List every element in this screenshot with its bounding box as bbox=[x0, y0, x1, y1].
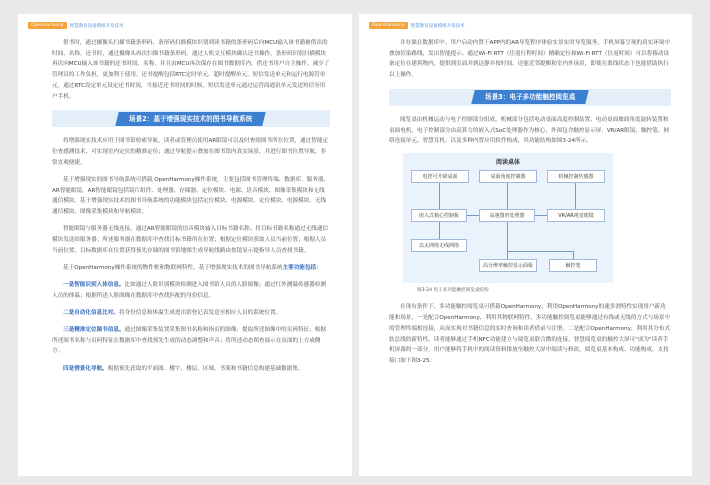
diagram-title: 阅读桌体 bbox=[495, 159, 520, 167]
box-angle-controller: 桌面角度控制器 bbox=[479, 170, 537, 183]
section-title: 场景2：基于增强现实技术的图书导航系统 bbox=[129, 114, 253, 123]
box-mech-sensor: 机械控制传感器 bbox=[547, 170, 605, 183]
openharmony-logo: OpenHarmony bbox=[369, 22, 408, 29]
list-item: 三是精准定位图书信息。通过图像采集装置采集图书名称和指页的图像；提取所述图像中的页码特征；根据所述图书名称与页码特征在数据库中查找预先生成的动态调整和声音；将所述动态图查展示在页面的上方或侧方。 bbox=[52, 327, 326, 355]
running-header bbox=[28, 22, 124, 29]
header-subtitle: 智慧教育设备模组开发技术 bbox=[69, 23, 124, 29]
running-header bbox=[369, 22, 465, 29]
structure-diagram bbox=[403, 153, 613, 283]
left-page bbox=[18, 14, 352, 476]
header-subtitle: 智慧教育设备模组开发技术 bbox=[410, 23, 465, 29]
right-page bbox=[358, 14, 692, 476]
list-item: 二是自动化信息比对。将身份信息和体温生成进出馆登记表发送至相应人员的系统位置。 bbox=[63, 309, 282, 316]
paragraph: 并存储在数据库中。用户启动内置于APP内的AR导览程序体验实景实时导览服务，手机屏幕呈现的真实环境中叠加渲染路线，发出智能提示。通过Wi-Fi RTT（往返行程时间）精确定位和Wi-Fi RTT（往返时间）可以将移动设备定位在建筑物内，提供到室面并到达静乡按时间，还能近邻提醒和室内外场景，即使在离线状态下也能借助执行以上操作。 bbox=[389, 40, 671, 79]
list-item: 四是情景化导航。根据预先获取的平面图、楼宇、楼层、区域、书架和书籍信息构建基础数据集， bbox=[63, 365, 304, 372]
box-network: 以太网络无线网络 bbox=[411, 239, 467, 252]
box-core-board: 嵌入式核心控制板 bbox=[411, 209, 467, 222]
figure-caption: 图3-24 电子多功能触控阅览桌结构 bbox=[417, 288, 489, 294]
box-gpu: 高速图形处理器 bbox=[479, 209, 535, 222]
openharmony-logo: OpenHarmony bbox=[28, 22, 67, 29]
paragraph: 智能眼镜与服务器无线连接，通过AR智能眼镜的语音模块输入目标书籍名称；将目标书籍名称通过无线通信模块发送给服务器；所述服务器在数据库中查找目标书籍所在位置；根据定位模块获取人员当前位置；根据人员当前位置，目标数据库在位置获得预先存储的图书馆地图生成导航线路由按镜显示提指导人员查找书籍。 bbox=[52, 226, 329, 254]
paragraph: 借书时，通过摄像头扫描书籍条形码、条形码扫描模块识别到读书籍的条形码后向MCU输入该书籍被借出的时间、名称。还书时，通过摄像头再次扫描书籍条形码，通过人机交互模块确认还书操作，条形码识别扫描模块再次向MCU输入该书籍的还书时间、名称，并且由MCU再次保存在图书数据库内。借还书用户自主操作，减少了管理员的工作负担，更加利于使用。还书提醒包括RTC定时单元、超时提醒单元、短信发送单元和运行电源管单元。通过RTC设定单元设定还书时间，当接近还书时间的时候，短信发送单元通过运营商通讯单元发送短信至用户手机。 bbox=[52, 40, 330, 100]
left-page-body bbox=[52, 38, 330, 381]
section-title: 场景3：电子多功能触控阅览桌 bbox=[484, 93, 576, 102]
paragraph: 基于OpenHarmony操作系统的物件框和物联网特性，基于增强现实技术的图书导航系统主要功能包括： bbox=[63, 264, 322, 271]
list-item: 一是智能识别人体信息。比如通过人脸识别模块检测进入图书馆人员的人脸图像；通过红外测温传感器检测人员的体温；根据所述人脸图像在数据库中查找匹配的身份信息。 bbox=[52, 281, 326, 299]
paragraph: 阅览桌由机械运动与电子控制部分组成。机械部分包括电动桌面高度控制装置、电动桌面坡面角度旋转装置和桌面电机。电子控制部分由高算力的嵌入式SoC处理器作为核心，外围包含触控显示屏、VR/AR眼镜、触控笔、网络连接单元、智慧耳机，以及多种内置应用软件构成，其功能结构如图3-24所示。 bbox=[389, 116, 669, 145]
box-vr-glasses: VR/AR视觉眼镜 bbox=[547, 209, 605, 222]
paragraph: 基于增强现实的图书导航系统可搭载 OpenHarmony操作系统，主要包括图书管理终端、数据库、服务器、AR智能眼镜。AR智能眼镜包括镜片组件、处理器、存储器、定位模块、电源、语音模块、图像采集模块和无线通信模块。基于增强现实技术的图书导航系统的功能模块包括定位模块、电源模块、定位模块、电源模块、无线通信模块、图像采集模块和导航模块。 bbox=[52, 176, 330, 215]
paragraph: 在现有条件下，多功能触控阅览桌可搭载OpenHarmony，利用OpenHarmony的速多割特性实现用户新功能和场景，一是配合OpenHarmony，利用其物联网特性，多功能触控阅览桌能够通过有线或无线的方式与场景中的管理终端相连接，从而实现对书籍信息的实时查询和读者借录与注册。二是配合OpenHarmony，利用其分布式软总线的新特性，读者能够通过手机NFC功能建立与阅览桌联合微的连接，智慧阅览桌的触控大屏可"成为"读者手机屏幕的一部分，用户能够将手机中的阅读资料推放至触控大屏中阅读与修改，阅览桌基本构成、功能构成、支持接口如下图3-25： bbox=[389, 304, 671, 364]
right-page-body bbox=[389, 38, 671, 373]
section-heading bbox=[52, 110, 330, 127]
box-display: 高分辨率触控显示面板 bbox=[479, 259, 537, 272]
section-heading bbox=[389, 89, 671, 106]
box-lift-desk: 电控可升降桌面 bbox=[411, 170, 469, 183]
paragraph: 将增强现实技术应用于图书馆检索导航，读者或管理员使用AR眼镜可以及时查阅图书所在位置，通过智能定位查感测技术，可实现室内定位的精准定位；通过导航提示叠加在图书馆内真实场景，并进行图书位置导航，非常直观便捷。 bbox=[52, 138, 329, 166]
box-stylus: 触控笔 bbox=[549, 259, 597, 272]
